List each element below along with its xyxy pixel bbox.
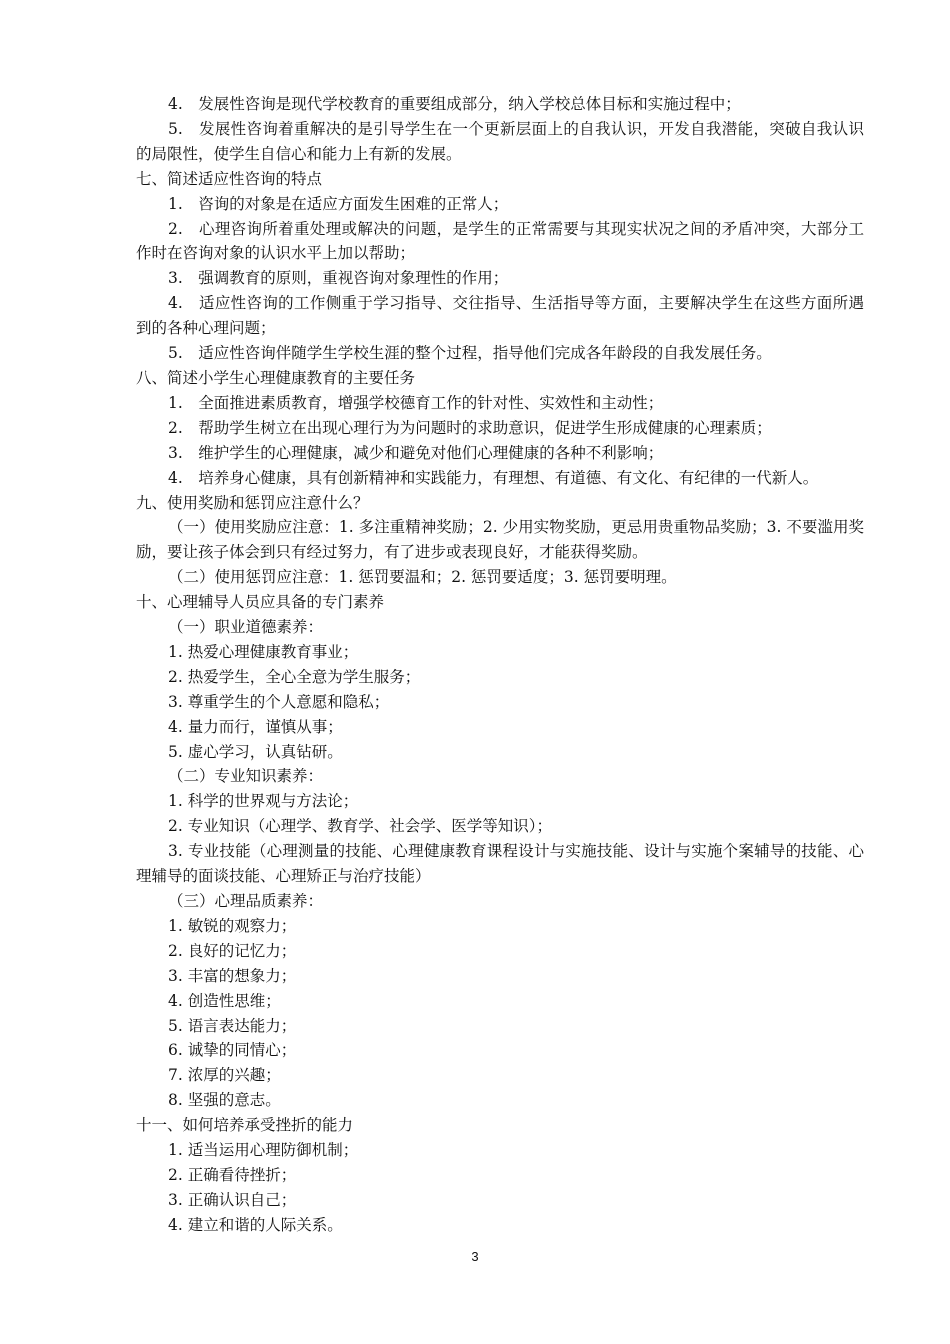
document-body — [136, 92, 864, 1238]
section11-item-1: 1. 适当运用心理防御机制； — [168, 1141, 359, 1160]
section11-heading: 十一、如何培养承受挫折的能力 — [136, 1116, 354, 1135]
section8-item-1: 1. 全面推进素质教育，增强学校德育工作的针对性、实效性和主动性； — [168, 393, 664, 412]
section10-group3-item-7: 7. 浓厚的兴趣； — [168, 1066, 281, 1085]
section10-group3-item-2: 2. 良好的记忆力； — [168, 941, 297, 960]
section9-punish-paragraph: （二）使用惩罚应注意：1. 惩罚要温和；2. 惩罚要适度；3. 惩罚要明理。 — [168, 568, 677, 587]
section10-group3-title: （三）心理品质素养： — [168, 892, 324, 910]
section8-heading: 八、简述小学生心理健康教育的主要任务 — [136, 368, 416, 387]
section10-group2-item-2: 2. 专业知识（心理学、教育学、社会学、医学等知识）； — [168, 817, 552, 836]
section10-group2-item-1: 1. 科学的世界观与方法论； — [168, 792, 359, 811]
section10-group3-item-6: 6. 诚挚的同情心； — [168, 1041, 297, 1060]
section10-heading: 十、心理辅导人员应具备的专门素养 — [136, 593, 385, 612]
section7-item-1: 1. 咨询的对象是在适应方面发生困难的正常人； — [168, 194, 509, 213]
section10-group1-item-5: 5. 虚心学习，认真钻研。 — [168, 742, 343, 761]
section10-group1-title: （一）职业道德素养： — [168, 618, 324, 637]
section10-group3-item-3: 3. 丰富的想象力； — [168, 966, 297, 985]
section8-item-3: 3. 维护学生的心理健康，减少和避免对他们心理健康的各种不利影响； — [168, 443, 664, 462]
section11-item-4: 4. 建立和谐的人际关系。 — [168, 1215, 343, 1234]
section10-group1-item-3: 3. 尊重学生的个人意愿和隐私； — [168, 692, 390, 711]
section8-item-2: 2. 帮助学生树立在出现心理行为为问题时的求助意识，促进学生形成健康的心理素质； — [168, 418, 772, 437]
section6-item-5: 5. 发展性咨询着重解决的是引导学生在一个更新层面上的自我认识，开发自我潜能，突破自我认识的局限性，使学生自信心和能力上有新的发展。 — [136, 119, 864, 163]
section10-group3-item-8: 8. 坚强的意志。 — [168, 1091, 281, 1110]
section8-item-4: 4. 培养身心健康，具有创新精神和实践能力，有理想、有道德、有文化、有纪律的一代新人。 — [168, 468, 819, 487]
section7-item-3: 3. 强调教育的原则，重视咨询对象理性的作用； — [168, 269, 509, 288]
section10-group2-item-3: 3. 专业技能（心理测量的技能、心理健康教育课程设计与实施技能、设计与实施个案辅导的技能、心理辅导的面谈技能、心理矫正与治疗技能） — [136, 842, 864, 886]
section9-reward-paragraph: （一）使用奖励应注意：1. 多注重精神奖励；2. 少用实物奖励，更忌用贵重物品奖励；3. 不要滥用奖励，要让孩子体会到只有经过努力，有了进步或表现良好，才能获得奖励。 — [136, 518, 864, 562]
section10-group1-item-2: 2. 热爱学生，全心全意为学生服务； — [168, 667, 421, 686]
section11-item-3: 3. 正确认识自己； — [168, 1190, 297, 1209]
section7-item-2: 2. 心理咨询所着重处理或解决的问题，是学生的正常需要与其现实状况之间的矛盾冲突，大部分工作时在咨询对象的认识水平上加以帮助； — [136, 219, 864, 263]
section9-heading: 九、使用奖励和惩罚应注意什么？ — [136, 493, 369, 512]
page-number: 3 — [471, 1249, 479, 1264]
section10-group3-item-5: 5. 语言表达能力； — [168, 1016, 297, 1035]
section7-heading: 七、简述适应性咨询的特点 — [136, 169, 323, 188]
section10-group3-item-4: 4. 创造性思维； — [168, 991, 281, 1010]
section10-group3-item-1: 1. 敏锐的观察力； — [168, 916, 297, 935]
section7-item-4: 4. 适应性咨询的工作侧重于学习指导、交往指导、生活指导等方面，主要解决学生在这些方面所遇到的各种心理问题； — [136, 294, 864, 338]
section10-group1-item-4: 4. 量力而行，谨慎从事； — [168, 717, 343, 736]
section7-item-5: 5. 适应性咨询伴随学生学校生涯的整个过程，指导他们完成各年龄段的自我发展任务。 — [168, 344, 772, 363]
section6-item-4: 4. 发展性咨询是现代学校教育的重要组成部分，纳入学校总体目标和实施过程中； — [168, 95, 741, 113]
section10-group1-item-1: 1. 热爱心理健康教育事业； — [168, 642, 359, 661]
section11-item-2: 2. 正确看待挫折； — [168, 1165, 297, 1184]
section10-group2-title: （二）专业知识素养： — [168, 767, 324, 786]
